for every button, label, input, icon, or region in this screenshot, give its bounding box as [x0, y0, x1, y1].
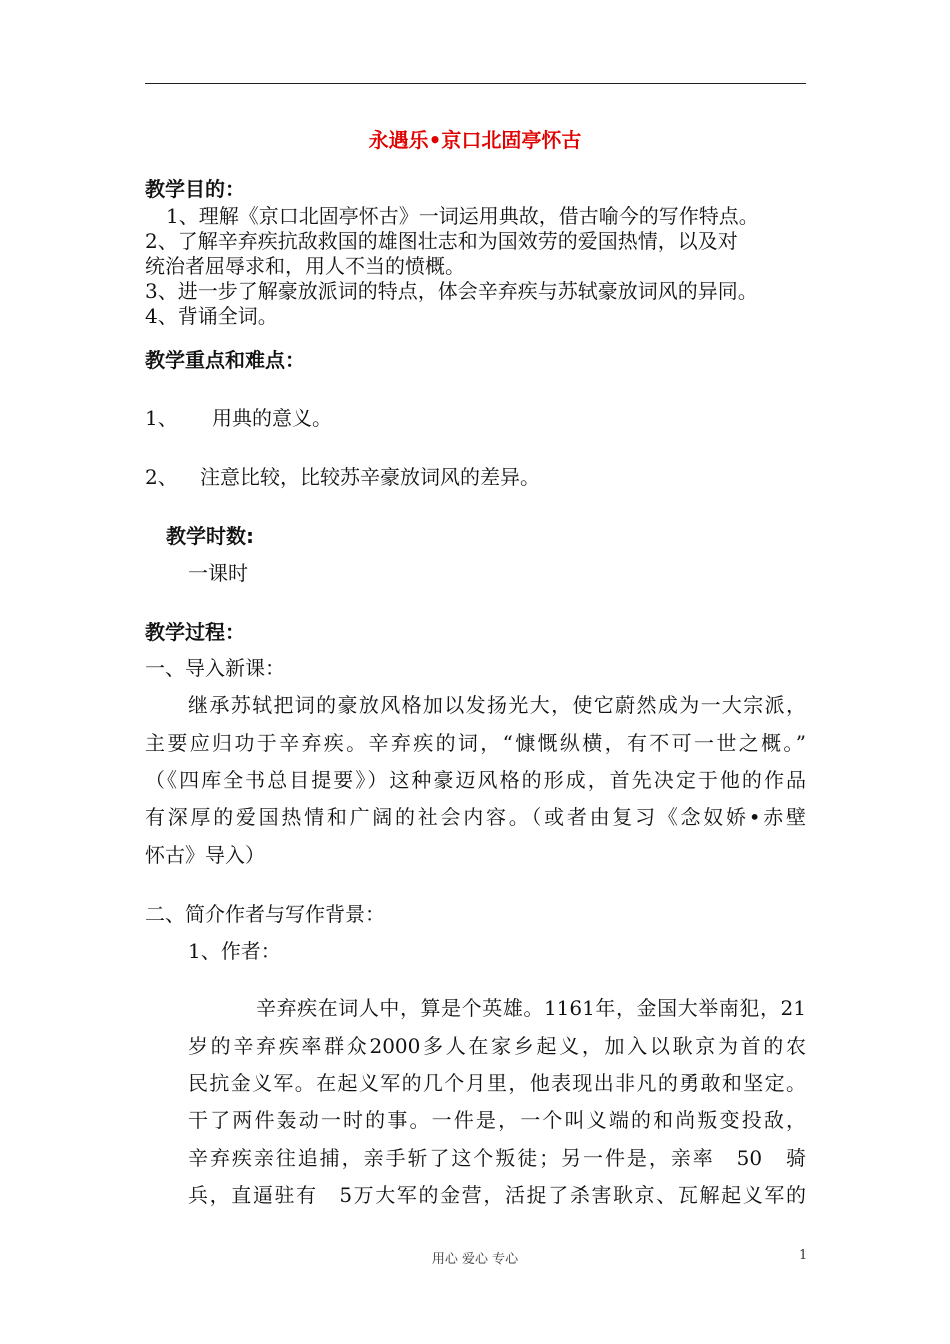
- author-subheading: 1、作者：: [188, 939, 281, 963]
- key-point-number: 1、: [145, 406, 178, 430]
- objective-line: 3、进一步了解豪放派词的特点，体会辛弃疾与苏轼豪放词风的异同。: [145, 279, 758, 303]
- objectives-heading: 教学目的：: [145, 177, 245, 201]
- hours-value: 一课时: [188, 561, 248, 585]
- objective-line: 统治者屈辱求和，用人不当的愤概。: [145, 254, 465, 278]
- page-number: 1: [799, 1248, 808, 1263]
- author-paragraph-line: 辛弃疾亲往追捕，亲手斩了这个叛徒；另一件是，亲率 50 骑: [188, 1146, 806, 1170]
- intro-paragraph-line: 继承苏轼把词的豪放风格加以发扬光大，使它蔚然成为一大宗派，: [188, 693, 806, 717]
- intro-paragraph-line: 怀古》导入）: [145, 843, 265, 867]
- process-heading: 教学过程：: [145, 620, 245, 644]
- key-point-text: 注意比较，比较苏辛豪放词风的差异。: [200, 465, 540, 489]
- author-paragraph-line: 辛弃疾在词人中，算是个英雄。1161年，金国大举南犯，21: [256, 996, 806, 1020]
- intro-paragraph-line: 主要应归功于辛弃疾。辛弃疾的词，“慷慨纵横，有不可一世之概。”: [145, 731, 806, 755]
- header-rule: [145, 83, 806, 84]
- author-heading: 二、简介作者与写作背景：: [145, 902, 385, 926]
- author-paragraph-line: 民抗金义军。在起义军的几个月里，他表现出非凡的勇敢和坚定。: [188, 1071, 806, 1095]
- key-points-heading: 教学重点和难点：: [145, 348, 305, 372]
- key-point-text: 用典的意义。: [212, 406, 332, 430]
- footer-text: 用心 爱心 专心: [431, 1252, 519, 1267]
- objective-line: 1、理解《京口北固亭怀古》一词运用典故，借古喻今的写作特点。: [166, 204, 759, 228]
- objective-line: 4、背诵全词。: [145, 304, 278, 328]
- intro-paragraph-line: 有深厚的爱国热情和广阔的社会内容。（或者由复习《念奴娇•赤壁: [145, 805, 806, 829]
- intro-paragraph-line: （《四库全书总目提要》）这种豪迈风格的形成，首先决定于他的作品: [145, 768, 806, 792]
- intro-heading: 一、导入新课：: [145, 656, 285, 680]
- hours-heading: 教学时数:: [166, 524, 254, 548]
- author-paragraph-line: 兵，直逼驻有 5万大军的金营，活捉了杀害耿京、瓦解起义军的: [188, 1183, 806, 1207]
- document-title: 永遇乐•京口北固亭怀古: [368, 128, 582, 152]
- key-point-number: 2、: [145, 465, 178, 489]
- author-paragraph-line: 干了两件轰动一时的事。一件是，一个叫义端的和尚叛变投敌，: [188, 1108, 806, 1132]
- objective-line: 2、了解辛弃疾抗敌救国的雄图壮志和为国效劳的爱国热情，以及对: [145, 229, 738, 253]
- author-paragraph-line: 岁的辛弃疾率群众2000多人在家乡起义，加入以耿京为首的农: [188, 1034, 806, 1058]
